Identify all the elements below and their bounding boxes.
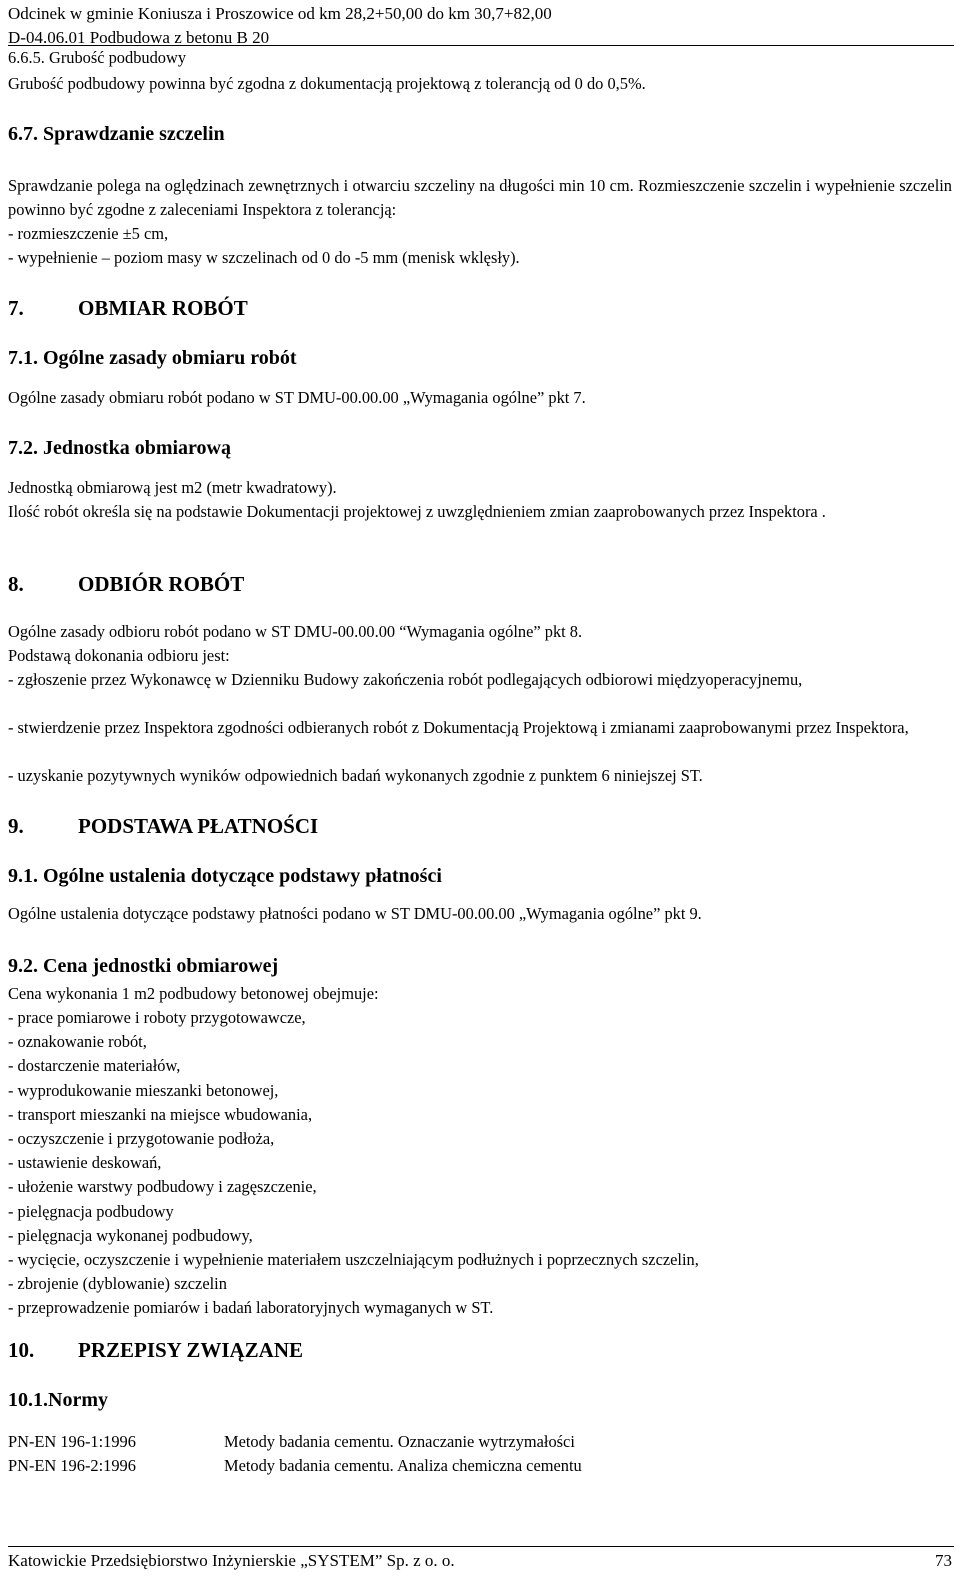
section-8-item-3: - uzyskanie pozytywnych wyników odpowiednich badań wykonanych zgodnie z punktem 6 niniejszej ST.	[8, 766, 703, 785]
section-665-title: 6.6.5. Grubość podbudowy	[8, 48, 187, 67]
norm-code: PN-EN 196-1:1996	[8, 1432, 136, 1451]
footer-rule	[8, 1546, 954, 1547]
section-71-title: 7.1. Ogólne zasady obmiaru robót	[8, 347, 297, 369]
header-spec-line: D-04.06.01 Podbudowa z betonu B 20	[8, 28, 270, 47]
section-7-number: 7.	[8, 296, 24, 320]
section-9-title: PODSTAWA PŁATNOŚCI	[78, 814, 319, 838]
section-8-heading	[8, 572, 952, 596]
list-item: - pielęgnacja podbudowy	[8, 1201, 174, 1221]
page-footer	[8, 1549, 952, 1573]
section-72-text-1: Jednostką obmiarową jest m2 (metr kwadratowy).	[8, 478, 337, 497]
norm-description: Metody badania cementu. Analiza chemiczna cementu	[224, 1456, 582, 1475]
section-71-text: Ogólne zasady obmiaru robót podano w ST DMU-00.00.00 „Wymagania ogólne” pkt 7.	[8, 388, 586, 407]
list-item: - oczyszczenie i przygotowanie podłoża,	[8, 1129, 275, 1149]
footer-company: Katowickie Przedsiębiorstwo Inżynierskie „SYSTEM” Sp. z o. o.	[8, 1551, 455, 1570]
norm-description: Metody badania cementu. Oznaczanie wytrzymałości	[224, 1432, 575, 1451]
section-8-number: 8.	[8, 572, 24, 596]
section-665-text: Grubość podbudowy powinna być zgodna z dokumentacją projektową z tolerancją od 0 do 0,5%.	[8, 74, 646, 93]
list-item: - oznakowanie robót,	[8, 1032, 147, 1052]
section-67-title: 6.7. Sprawdzanie szczelin	[8, 123, 225, 145]
section-8-title: ODBIÓR ROBÓT	[78, 572, 245, 596]
section-91-title: 9.1. Ogólne ustalenia dotyczące podstawy płatności	[8, 865, 442, 887]
norm-row	[8, 1454, 582, 1478]
section-10-title: PRZEPISY ZWIĄZANE	[78, 1338, 304, 1362]
list-item: - dostarczenie materiałów,	[8, 1056, 181, 1076]
section-10-heading	[8, 1338, 952, 1362]
section-72-title: 7.2. Jednostka obmiarową	[8, 437, 231, 459]
section-10-number: 10.	[8, 1338, 35, 1362]
section-8-item-1: - zgłoszenie przez Wykonawcę w Dzienniku Budowy zakończenia robót podlegających odbiorowi międzyoperacyjnemu,	[8, 670, 803, 689]
page-number: 73	[935, 1551, 952, 1570]
norm-row	[8, 1430, 575, 1454]
section-67-item-2: - wypełnienie – poziom masy w szczelinach od 0 do -5 mm (menisk wklęsły).	[8, 248, 520, 267]
section-8-text-1: Ogólne zasady odbioru robót podano w ST DMU-00.00.00 “Wymagania ogólne” pkt 8.	[8, 622, 583, 641]
section-91-text: Ogólne ustalenia dotyczące podstawy płatności podano w ST DMU-00.00.00 „Wymagania ogólne” pkt 9.	[8, 904, 702, 923]
section-7-heading	[8, 296, 952, 320]
section-92-list	[8, 1006, 952, 1321]
section-101-title: 10.1.Normy	[8, 1389, 108, 1411]
list-item: - prace pomiarowe i roboty przygotowawcze,	[8, 1008, 306, 1027]
section-92-intro: Cena wykonania 1 m2 podbudowy betonowej obejmuje:	[8, 984, 379, 1003]
list-item: - ustawienie deskowań,	[8, 1153, 162, 1173]
section-9-number: 9.	[8, 814, 24, 838]
list-item: - transport mieszanki na miejsce wbudowania,	[8, 1104, 313, 1124]
list-item: - ułożenie warstwy podbudowy i zagęszczenie,	[8, 1177, 317, 1197]
list-item: - pielęgnacja wykonanej podbudowy,	[8, 1225, 253, 1245]
section-67-item-1: - rozmieszczenie ±5 cm,	[8, 224, 169, 243]
section-67-para: Sprawdzanie polega na oględzinach zewnętrznych i otwarciu szczeliny na długości min 10 cm. Rozmieszczenie szczelin i wypełnienie szczelin powinno być zgodne z zaleceniami Inspektora z tolerancją:	[8, 176, 952, 219]
header-project-line: Odcinek w gminie Koniusza i Proszowice od km 28,2+50,00 do km 30,7+82,00	[8, 4, 552, 23]
section-9-heading	[8, 814, 952, 838]
section-8-text-2: Podstawą dokonania odbioru jest:	[8, 646, 230, 665]
list-item: - wyprodukowanie mieszanki betonowej,	[8, 1080, 279, 1100]
section-72-text-2: Ilość robót określa się na podstawie Dokumentacji projektowej z uwzględnieniem zmian zaaprobowanych przez Inspektora .	[8, 502, 826, 521]
section-8-item-2: - stwierdzenie przez Inspektora zgodności odbieranych robót z Dokumentacją Projektową i zmianami zaaprobowanymi przez Inspektora,	[8, 718, 909, 737]
section-92-title: 9.2. Cena jednostki obmiarowej	[8, 955, 279, 977]
list-item: - przeprowadzenie pomiarów i badań laboratoryjnych wymaganych w ST.	[8, 1298, 494, 1318]
list-item: - zbrojenie (dyblowanie) szczelin	[8, 1274, 227, 1294]
section-7-title: OBMIAR ROBÓT	[78, 296, 248, 320]
norm-code: PN-EN 196-2:1996	[8, 1456, 136, 1475]
page-header	[8, 2, 552, 50]
list-item: - wycięcie, oczyszczenie i wypełnienie materiałem uszczelniającym podłużnych i poprzecznych szczelin,	[8, 1250, 699, 1270]
